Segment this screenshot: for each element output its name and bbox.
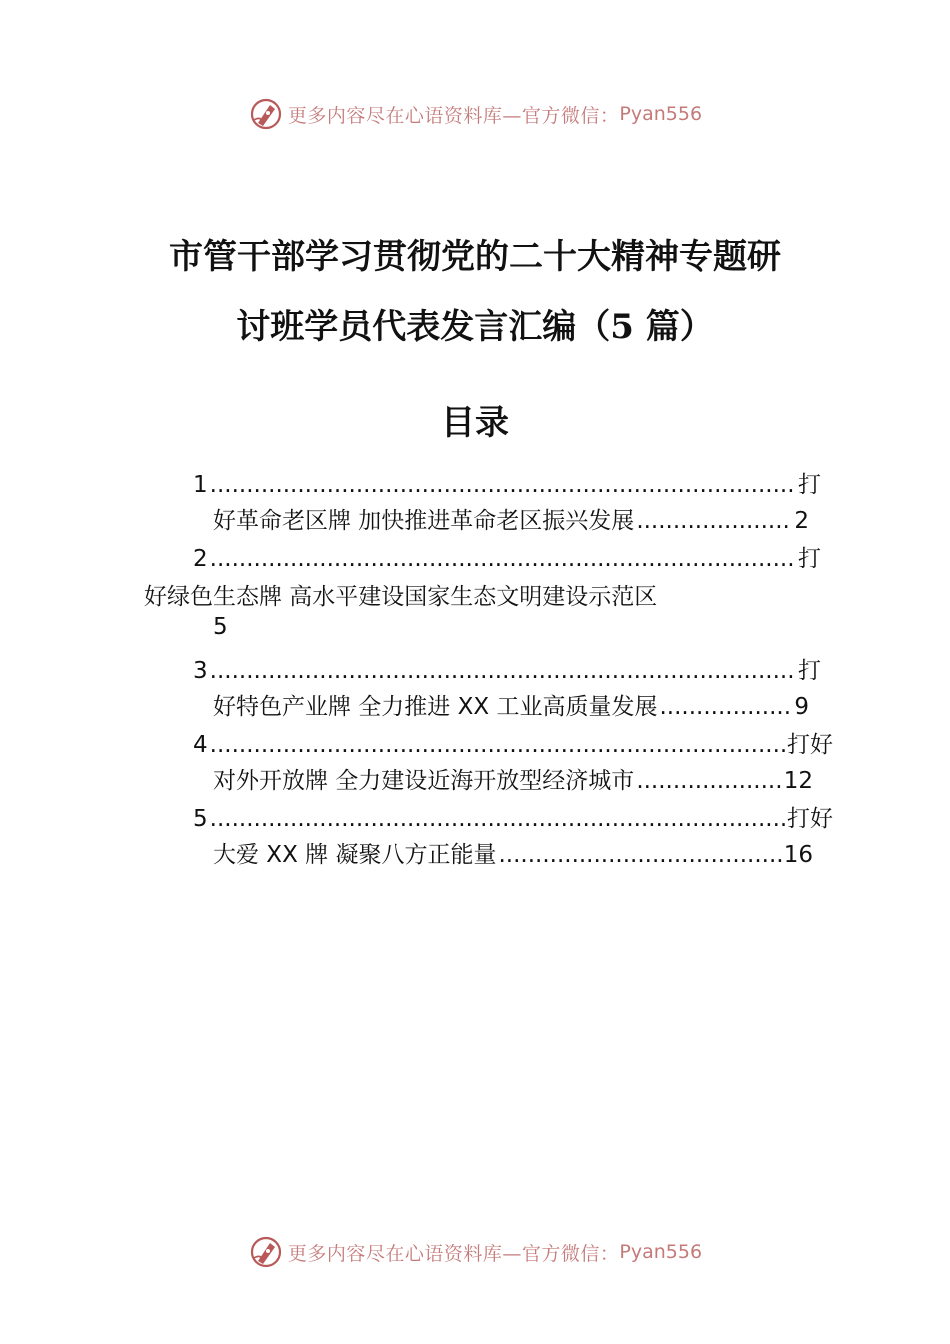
toc-entry-1-line-2[interactable]	[213, 502, 809, 536]
pen-nib-circle-icon	[248, 1234, 284, 1270]
toc-entry-1-line-1[interactable]	[193, 466, 821, 500]
toc-entry-lead-text: 打好	[787, 732, 833, 758]
toc-entry-page: 2	[794, 508, 809, 534]
toc-entry-title: 对外开放牌 全力建设近海开放型经济城市	[213, 768, 635, 794]
dot-leader	[210, 546, 796, 572]
dot-leader	[498, 842, 781, 868]
toc-entry-number: 1	[193, 472, 208, 498]
toc-entry-title: 好绿色生态牌 高水平建设国家生态文明建设示范区	[144, 584, 658, 610]
toc-entry-number: 5	[193, 806, 208, 832]
toc-entry-3-line-1[interactable]	[193, 652, 821, 686]
toc-entry-4-line-1[interactable]	[193, 726, 833, 760]
toc-entry-page: 5	[213, 614, 228, 640]
watermark-text: 更多内容尽在心语资料库—官方微信：	[287, 104, 620, 127]
toc-entry-2-line-2[interactable]	[144, 578, 764, 612]
header-watermark	[0, 94, 950, 134]
document-title	[0, 222, 950, 362]
toc-entry-title: 好特色产业牌 全力推进 XX 工业高质量发展	[213, 694, 658, 720]
toc-entry-lead-text: 打	[798, 546, 821, 572]
dot-leader	[636, 768, 781, 794]
toc-entry-3-line-2[interactable]	[213, 688, 809, 722]
toc-entry-number: 3	[193, 658, 208, 684]
dot-leader	[210, 806, 785, 832]
watermark-account: Pyan556	[619, 103, 703, 125]
footer-watermark	[0, 1232, 950, 1272]
watermark-account: Pyan556	[619, 1241, 703, 1263]
toc-entry-5-line-1[interactable]	[193, 800, 833, 834]
toc-entry-page: 16	[783, 842, 813, 868]
watermark-text: 更多内容尽在心语资料库—官方微信：	[287, 1242, 620, 1265]
toc-entry-title: 好革命老区牌 加快推进革命老区振兴发展	[213, 508, 635, 534]
toc-entry-lead-text: 打好	[787, 806, 833, 832]
toc-entry-4-line-2[interactable]	[213, 762, 813, 796]
toc-entry-title: 大爱 XX 牌 凝聚八方正能量	[213, 842, 497, 868]
toc-entry-5-line-2[interactable]	[213, 836, 813, 870]
toc-entry-number: 2	[193, 546, 208, 572]
toc-entry-lead-text: 打	[798, 658, 821, 684]
toc-entry-page: 9	[794, 694, 809, 720]
dot-leader	[659, 694, 792, 720]
toc-entry-2-line-3[interactable]	[213, 614, 273, 648]
toc-entry-number: 4	[193, 732, 208, 758]
toc-entry-page: 12	[783, 768, 813, 794]
pen-nib-circle-icon	[248, 96, 284, 132]
dot-leader	[210, 472, 796, 498]
toc-entry-lead-text: 打	[798, 472, 821, 498]
dot-leader	[636, 508, 792, 534]
dot-leader	[210, 732, 785, 758]
toc-entry-2-line-1[interactable]	[193, 540, 821, 574]
dot-leader	[210, 658, 796, 684]
title-line-2: 讨班学员代表发言汇编（5 篇）	[236, 307, 714, 347]
toc-heading: 目录	[441, 403, 509, 443]
title-line-1: 市管干部学习贯彻党的二十大精神专题研	[169, 237, 781, 277]
